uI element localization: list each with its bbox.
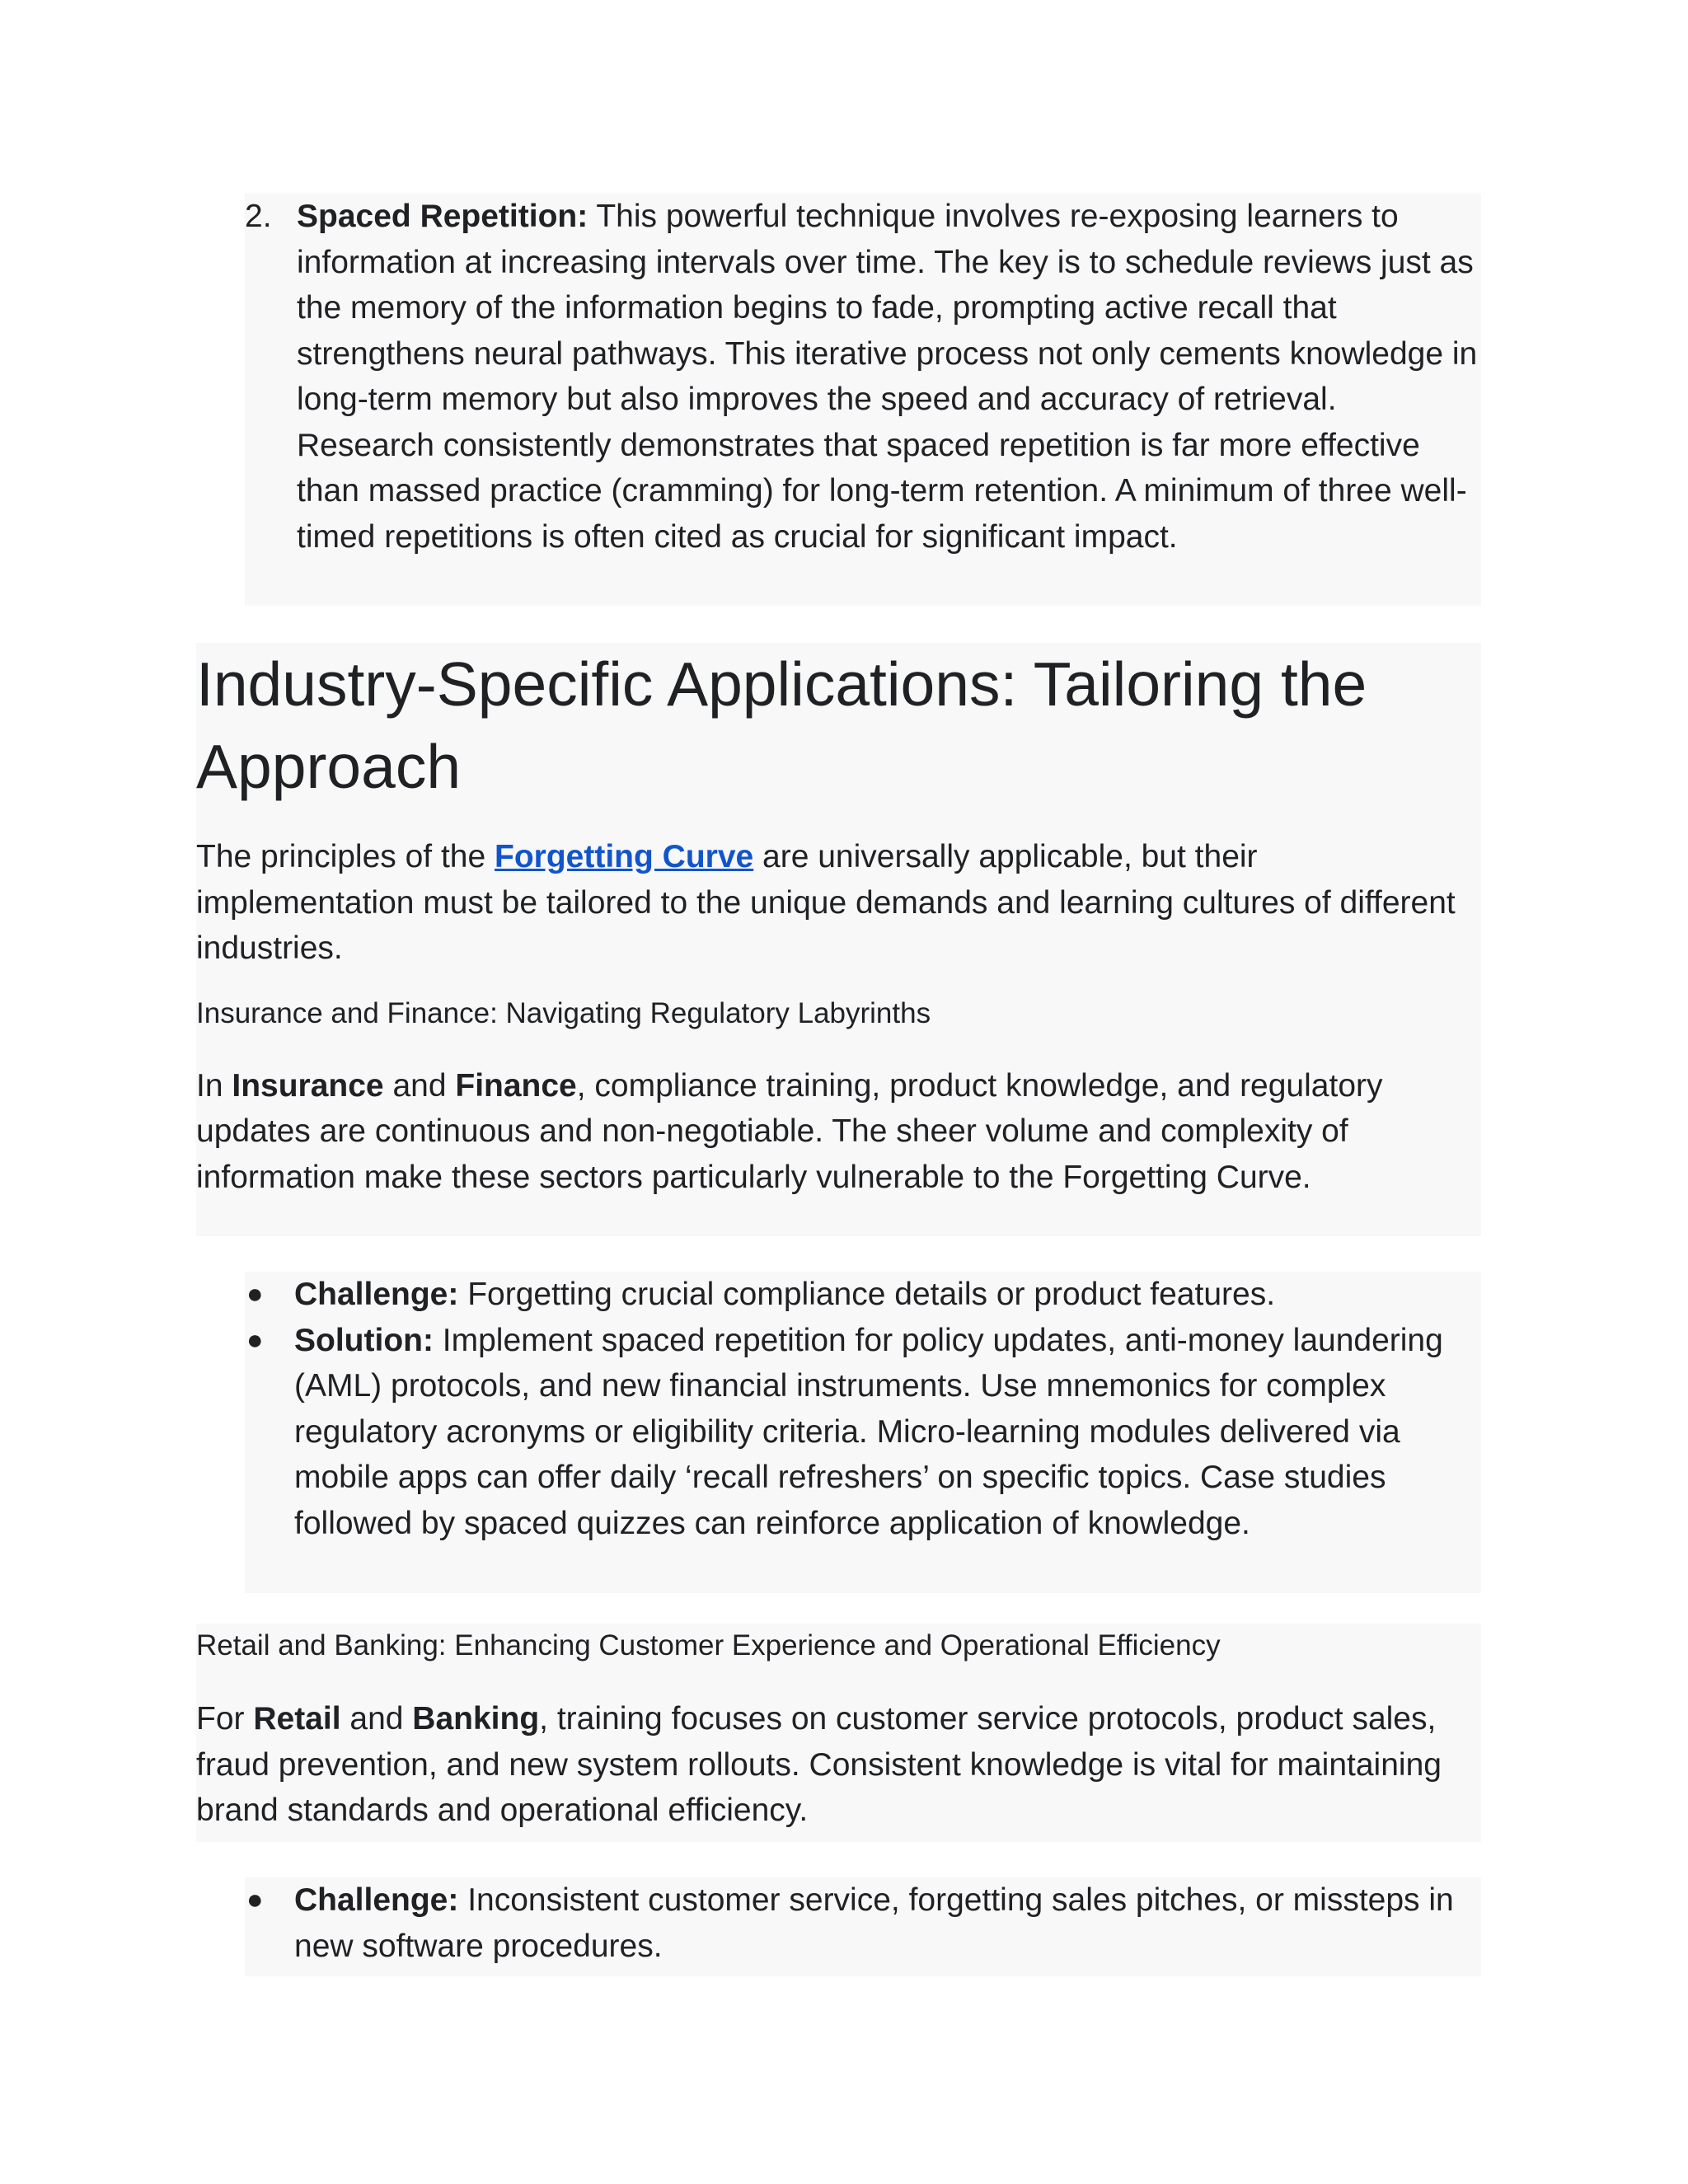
bullet-text: Inconsistent customer service, forgetting sales pitches, or missteps in new software procedures.: [294, 1882, 1454, 1964]
intro-text-end: are universally applicable, but their implementation must be tailored to the unique demands and learning cultures of different industries.: [196, 839, 1456, 966]
intro-text-start: The principles of the: [196, 839, 495, 874]
intro-paragraph: [196, 834, 1478, 972]
section-heading: Industry-Specific Applications: Tailoring the Approach: [196, 649, 1367, 801]
bullet-icon: ●: [246, 1324, 264, 1356]
bullet-item-challenge: [245, 1272, 1481, 1318]
bullet-item-challenge: [245, 1877, 1481, 1969]
retail-section-block: [196, 1624, 1481, 1842]
retail-text-rest: , training focuses on customer service protocols, product sales, fraud prevention, and new system rollouts. Consistent knowledge is vital for maintaining brand standards and operational efficiency.: [196, 1701, 1442, 1828]
insurance-paragraph: [196, 1063, 1481, 1201]
retail-text-for: For: [196, 1701, 254, 1736]
bullet-term: Solution:: [294, 1322, 434, 1358]
list-number: 2.: [245, 199, 272, 234]
bullet-text: Forgetting crucial compliance details or product features.: [458, 1277, 1276, 1312]
insurance-text-in: In: [196, 1067, 232, 1104]
insurance-bullets-block: [245, 1272, 1481, 1593]
insurance-text-rest: , compliance training, product knowledge, and regulatory updates are continuous and non-negotiable. The sheer volume and complexity of information make these sectors particularly vulnerable to the Forgetting Curve.: [196, 1067, 1383, 1195]
retail-bold: Retail: [253, 1701, 341, 1736]
numbered-list-item: [245, 194, 1481, 560]
insurance-bold: Insurance: [232, 1067, 384, 1104]
list-item-term: Spaced Repetition:: [297, 199, 588, 234]
industry-section-block: [196, 643, 1481, 1236]
bullet-item-solution: [245, 1318, 1481, 1547]
bullet-term: Challenge:: [294, 1277, 459, 1312]
spaced-repetition-block: [245, 194, 1481, 606]
retail-bullets-block: [245, 1877, 1481, 1976]
finance-bold: Finance: [455, 1067, 577, 1104]
bullet-text: Implement spaced repetition for policy updates, anti-money laundering (AML) protocols, and new financial instruments. Use mnemonics for complex regulatory acronyms or eligibility criteria. Micro-learning modules delivered via mobile apps can offer daily ‘recall refreshers’ on specific topics. Case studies followed by spaced quizzes can reinforce application of knowledge.: [294, 1322, 1443, 1541]
retail-text-and: and: [340, 1701, 413, 1736]
banking-bold: Banking: [412, 1701, 540, 1736]
list-item-text: This powerful technique involves re-exposing learners to information at increasing intervals over time. The key is to schedule reviews just as the memory of the information begins to fade, prompting active recall that strengthens neural pathways. This iterative process not only cements knowledge in long-term memory but also improves the speed and accuracy of retrieval. Research consistently demonstrates that spaced repetition is far more effective than massed practice (cramming) for long-term retention. A minimum of three well-timed repetitions is often cited as crucial for significant impact.: [297, 199, 1478, 555]
retail-paragraph: [196, 1696, 1481, 1834]
bullet-icon: ●: [246, 1884, 264, 1915]
insurance-subheading: Insurance and Finance: Navigating Regulatory Labyrinths: [196, 996, 931, 1029]
forgetting-curve-link[interactable]: Forgetting Curve: [495, 839, 754, 874]
retail-subheading: Retail and Banking: Enhancing Customer Experience and Operational Efficiency: [196, 1629, 1221, 1661]
insurance-text-and: and: [383, 1067, 456, 1104]
bullet-term: Challenge:: [294, 1882, 459, 1918]
bullet-icon: ●: [246, 1278, 264, 1310]
